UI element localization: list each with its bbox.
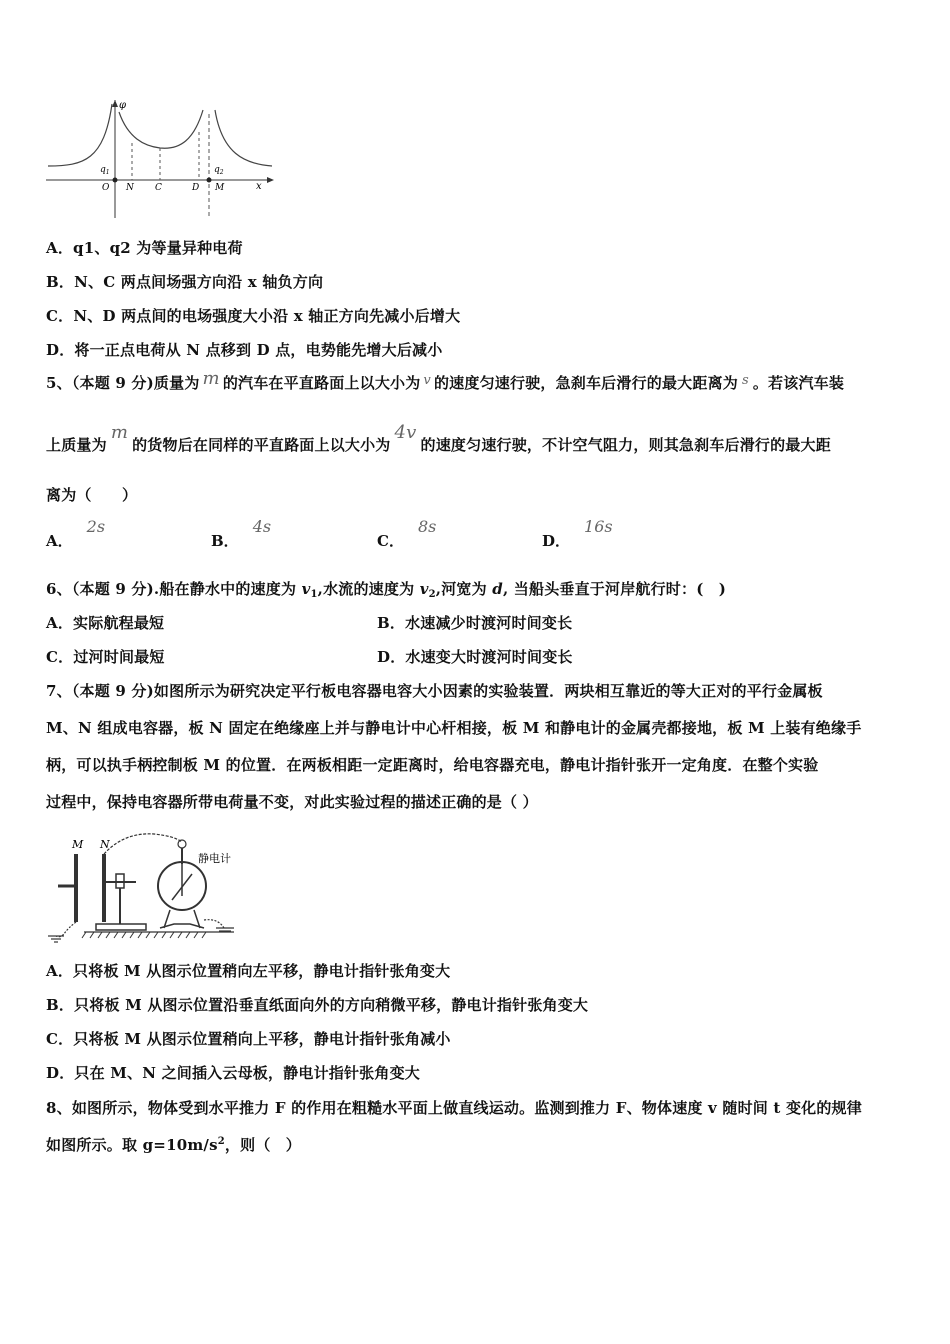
charge-q1-dot <box>113 178 118 183</box>
q6-stem: 6、（本题 9 分).船在静水中的速度为 $v_1$,水流的速度为 $v_2$,河宽为 d, 当船头垂直于河岸航行时：( ) <box>46 580 726 600</box>
left-curve <box>48 104 112 166</box>
q5-option-a: A．2s <box>46 517 106 550</box>
q5-line-2: 上质量为m的货物后在同样的平直路面上以大小为4v的速度匀速行驶，不计空气阻力，则其急刹车后滑行的最大距 <box>46 422 831 454</box>
q5-line-1: 5、（本题 9 分)质量为 m 的汽车在平直路面上以大小为 v 的速度匀速行驶，急刹车后滑行的最大距离为 s 。若该汽车装 <box>46 368 845 392</box>
q5-option-b: B．4s <box>211 517 272 550</box>
plate-N <box>102 854 106 922</box>
q6-option-b: B．水速减少时渡河时间变长 <box>377 614 573 632</box>
phi-axis-label: φ <box>119 100 127 111</box>
capacitor-electrometer-figure <box>44 824 244 946</box>
electrometer-label: 静电计 <box>198 852 231 865</box>
q4-option-b: B．N、C 两点间场强方向沿 x 轴负方向 <box>46 273 324 291</box>
label-O: O <box>102 183 110 193</box>
q7-option-d: D．只在 M、N 之间插入云母板，静电计指针张角变大 <box>46 1064 420 1082</box>
x-axis-label: x <box>256 181 262 192</box>
plate-M <box>74 854 78 922</box>
q8-line-2: 如图所示。取 $g=10m/s^2$，则（ ） <box>46 1136 301 1154</box>
q7-option-b: B．只将板 M 从图示位置沿垂直纸面向外的方向稍微平移，静电计指针张角变大 <box>46 996 589 1014</box>
plate-N-label: N <box>100 838 110 851</box>
q5-line-3: 离为（ ） <box>46 486 138 504</box>
label-q2: $q_2$ <box>214 165 224 176</box>
label-N: N <box>126 183 134 193</box>
insulating-base <box>96 924 146 930</box>
q4-option-c: C．N、D 两点间的电场强度大小沿 x 轴正方向先减小后增大 <box>46 307 461 325</box>
q7-line-1: 7、（本题 9 分)如图所示为研究决定平行板电容器电容大小因素的实验装置．两块相互靠近的等大正对的平行金属板 <box>46 682 823 700</box>
label-C: C <box>155 183 162 193</box>
label-M: M <box>215 183 225 193</box>
plate-M-label: M <box>72 838 84 851</box>
q8-line-1: 8、如图所示，物体受到水平推力 F 的作用在粗糙水平面上做直线运动。监测到推力 F、物体速度 v 随时间 t 变化的规律 <box>46 1099 862 1117</box>
q7-option-c: C．只将板 M 从图示位置稍向上平移，静电计指针张角减小 <box>46 1030 451 1048</box>
charge-q2-dot <box>207 178 212 183</box>
q7-line-2: M、N 组成电容器，板 N 固定在绝缘座上并与静电计中心杆相接，板 M 和静电计的金属壳都接地，板 M 上装有绝缘手 <box>46 719 862 737</box>
q6-option-d: D．水速变大时渡河时间变长 <box>377 648 573 666</box>
connecting-wire <box>104 834 182 854</box>
ground-wire-M <box>56 922 76 937</box>
middle-curve <box>119 110 203 148</box>
q7-line-4: 过程中，保持电容器所带电荷量不变，对此实验过程的描述正确的是（ ） <box>46 793 538 811</box>
label-D: D <box>192 183 200 193</box>
q7-option-a: A．只将板 M 从图示位置稍向左平移，静电计指针张角变大 <box>46 962 451 980</box>
q5-option-c: C．8s <box>377 517 437 550</box>
label-q1: $q_1$ <box>100 165 110 176</box>
q7-line-3: 柄，可以执手柄控制板 M 的位置．在两板相距一定距离时，给电容器充电，静电计指针张开一定角度．在整个实验 <box>46 756 819 774</box>
right-curve <box>215 110 272 166</box>
q5-option-d: D．16s <box>542 517 613 550</box>
potential-graph-figure <box>44 98 278 220</box>
q6-option-c: C．过河时间最短 <box>46 648 165 666</box>
ground-wire-meter <box>204 920 224 928</box>
q4-option-d: D．将一正点电荷从 N 点移到 D 点，电势能先增大后减小 <box>46 341 443 359</box>
q6-option-a: A．实际航程最短 <box>46 614 165 632</box>
q4-option-a: A．q1、q2 为等量异种电荷 <box>46 239 243 257</box>
